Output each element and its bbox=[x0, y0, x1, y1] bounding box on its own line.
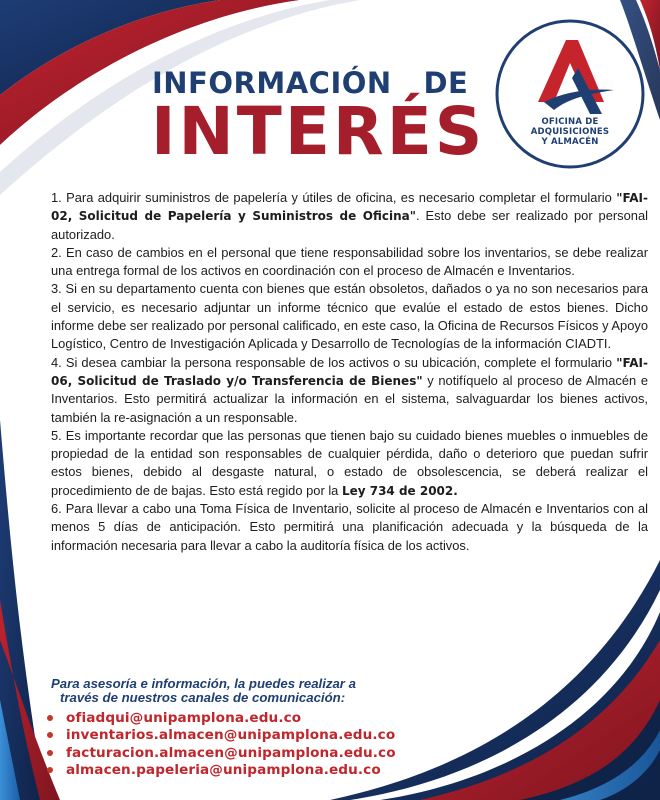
info-item-text: 4. Si desea cambiar la persona responsable de los activos o su ubicación, complete el formulario bbox=[51, 354, 617, 370]
logo-text-line1: OFICINA DE bbox=[541, 117, 599, 127]
form-reference: "FAI-02, Solicitud de Papelería y Suministros de Oficina" bbox=[51, 191, 648, 224]
page-title-line2: INTERÉS bbox=[151, 93, 486, 170]
info-item-text: 1. Para adquirir suministros de papelería y útiles de oficina, es necesario completar el formulario bbox=[51, 190, 617, 205]
info-item-text: 5. Es importante recordar que las personas que tienen bajo su cuidado bienes muebles o inmuebles de propiedad de la entidad son responsables de cualquier pérdida, daño o deterioro que puedan sufrir estos bienes, debido al desgaste natural, o estado de obsolescencia, se deberá realizar el procedimiento de de bajas. Esto está regido por la bbox=[51, 427, 648, 498]
bullet-icon bbox=[47, 732, 53, 738]
info-item-6: 6. Para llevar a cabo una Toma Física de Inventario, solicite al proceso de Almacén e Inventarios con al menos 5 días de anticipación. Esto permitirá una planificación adecuada y la búsqueda de la información necesaria para llevar a cabo la auditoría física de los activos. bbox=[51, 501, 648, 553]
office-logo-icon bbox=[494, 18, 646, 170]
info-item-1 bbox=[51, 189, 648, 244]
email-item bbox=[47, 744, 396, 762]
email-link[interactable]: ofiadqui@unipamplona.edu.co bbox=[66, 709, 302, 726]
contact-intro bbox=[51, 677, 451, 705]
page-title-line1: INFORMACIÓN DE bbox=[152, 66, 469, 100]
email-item bbox=[47, 727, 396, 745]
form-reference: "FAI-06, Solicitud de Traslado y/o Transferencia de Bienes" bbox=[51, 355, 648, 388]
info-item-5 bbox=[51, 427, 648, 500]
information-list bbox=[51, 189, 648, 555]
email-item bbox=[47, 762, 396, 780]
info-item-text: y notifíquelo al proceso de Almacén e Inventarios. Esto permitirá actualizar la información en el sistema, salvaguardar los bienes activos, también la re-asignación a un responsable. bbox=[51, 372, 649, 425]
info-item-text: . Esto debe ser realizado por personal autorizado. bbox=[51, 208, 649, 242]
info-item-3: 3. Si en su departamento cuenta con bienes que están obsoletos, dañados o ya no son necesarios para el servicio, es necesario adjuntar un informe técnico que evalúe el estado de estos bienes. Dicho informe debe ser realizado por personal calificado, en este caso, la Oficina de Recursos Físicos y Apoyo Logístico, Centro de Investigación Aplicada y Desarrollo de Tecnologías de la información CIADTI. bbox=[51, 281, 648, 352]
bullet-icon bbox=[47, 715, 53, 721]
email-list bbox=[47, 709, 396, 779]
contact-intro-line1: Para asesoría e información, la puedes realizar a bbox=[51, 676, 356, 691]
email-link[interactable]: facturacion.almacen@unipamplona.edu.co bbox=[66, 744, 396, 761]
logo-text bbox=[500, 117, 640, 147]
email-item bbox=[47, 709, 396, 727]
bullet-icon bbox=[47, 750, 53, 756]
contact-intro-line2: través de nuestros canales de comunicación: bbox=[60, 690, 346, 705]
logo-text-line3: Y ALMACÉN bbox=[541, 137, 599, 147]
info-item-4 bbox=[51, 354, 648, 427]
info-item-2: 2. En caso de cambios en el personal que tiene responsabilidad sobre los inventarios, se debe realizar una entrega formal de los activos en coordinación con el proceso de Almacén e Inventarios. bbox=[51, 244, 648, 279]
email-link[interactable]: inventarios.almacen@unipamplona.edu.co bbox=[66, 727, 396, 744]
bullet-icon bbox=[47, 767, 53, 773]
logo-text-line2: ADQUISICIONES bbox=[530, 127, 610, 137]
law-reference: Ley 734 de 2002. bbox=[341, 483, 458, 498]
email-link[interactable]: almacen.papeleria@unipamplona.edu.co bbox=[66, 762, 381, 779]
